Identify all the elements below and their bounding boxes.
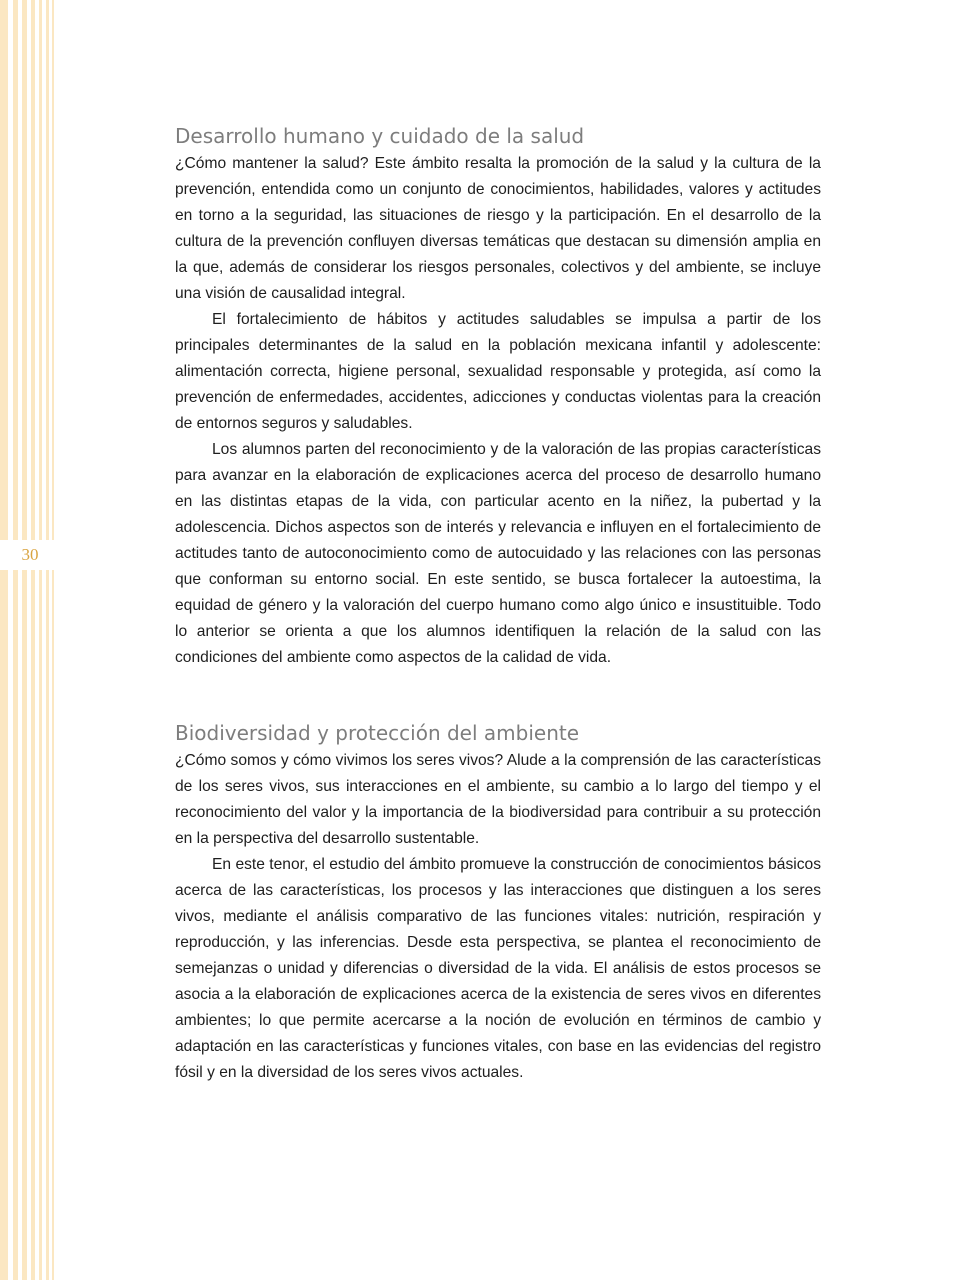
page-number: 30	[0, 540, 60, 570]
paragraph: En este tenor, el estudio del ámbito promueve la construcción de conocimientos básicos acerca de las características, los procesos y las interacciones que distinguen a los seres vivos, mediante el análisis comparativo de las funciones vitales: nutrición, respiración y reproducción, y las inferencias. Desde esta perspectiva, se plantea el reconocimiento de semejanzas o unidad y diferencias o diversidad de la vida. El análisis de estos procesos se asocia a la elaboración de explicaciones acerca de la existencia de seres vivos en diferentes ambientes; lo que permite acercarse a la noción de evolución en términos de cambio y adaptación en las características y funciones vitales, con base en las evidencias del registro fósil y en la diversidad de los seres vivos actuales.	[175, 856, 821, 1081]
stripe	[13, 0, 18, 1280]
paragraph: ¿Cómo mantener la salud? Este ámbito resalta la promoción de la salud y la cultura de la prevención, entendida como un conjunto de conocimientos, habilidades, valores y actitudes en torno a la seguridad, las situaciones de riesgo y la participación. En el desarrollo de la cultura de la prevención confluyen diversas temáticas que destacan su dimensión amplia en la que, además de considerar los riesgos personales, colectivos y del ambiente, se incluye una visión de causalidad integral.	[175, 155, 821, 302]
page-content	[175, 121, 821, 1086]
section-title: Biodiversidad y protección del ambiente	[175, 721, 580, 745]
stripe	[0, 0, 8, 1280]
side-decoration	[0, 0, 60, 1280]
section-biodiversidad	[175, 718, 821, 1086]
stripe	[39, 0, 42, 1280]
stripe	[52, 0, 54, 1280]
paragraph: El fortalecimiento de hábitos y actitudes saludables se impulsa a partir de los principales determinantes de la salud en la población mexicana infantil y adolescente: alimentación correcta, higiene personal, sexualidad responsable y protegida, así como la prevención de enfermedades, accidentes, adicciones y conductas violentas para la creación de entornos seguros y saludables.	[175, 311, 821, 432]
stripe	[22, 0, 27, 1280]
paragraph: ¿Cómo somos y cómo vivimos los seres vivos? Alude a la comprensión de las características de los seres vivos, sus interacciones en el ambiente, su cambio a lo largo del tiempo y el reconocimiento del valor y la importancia de la biodiversidad para contribuir a su protección en la perspectiva del desarrollo sustentable.	[175, 752, 821, 847]
stripe	[31, 0, 35, 1280]
paragraph: Los alumnos parten del reconocimiento y de la valoración de las propias características para avanzar en la elaboración de explicaciones acerca del proceso de desarrollo humano en las distintas etapas de la vida, con particular acento en la niñez, la pubertad y la adolescencia. Dichos aspectos son de interés y relevancia e influyen en el fortalecimiento de actitudes tanto de autoconocimiento como de autocuidado y las relaciones con las personas que conforman su entorno social. En este sentido, se busca fortalecer la autoestima, la equidad de género y la valoración del cuerpo humano como algo único e insustituible. Todo lo anterior se orienta a que los alumnos identifiquen la relación de la salud con las condiciones del ambiente como aspectos de la calidad de vida.	[175, 441, 821, 666]
stripe	[46, 0, 49, 1280]
section-desarrollo-humano	[175, 121, 821, 671]
section-title: Desarrollo humano y cuidado de la salud	[175, 124, 585, 148]
